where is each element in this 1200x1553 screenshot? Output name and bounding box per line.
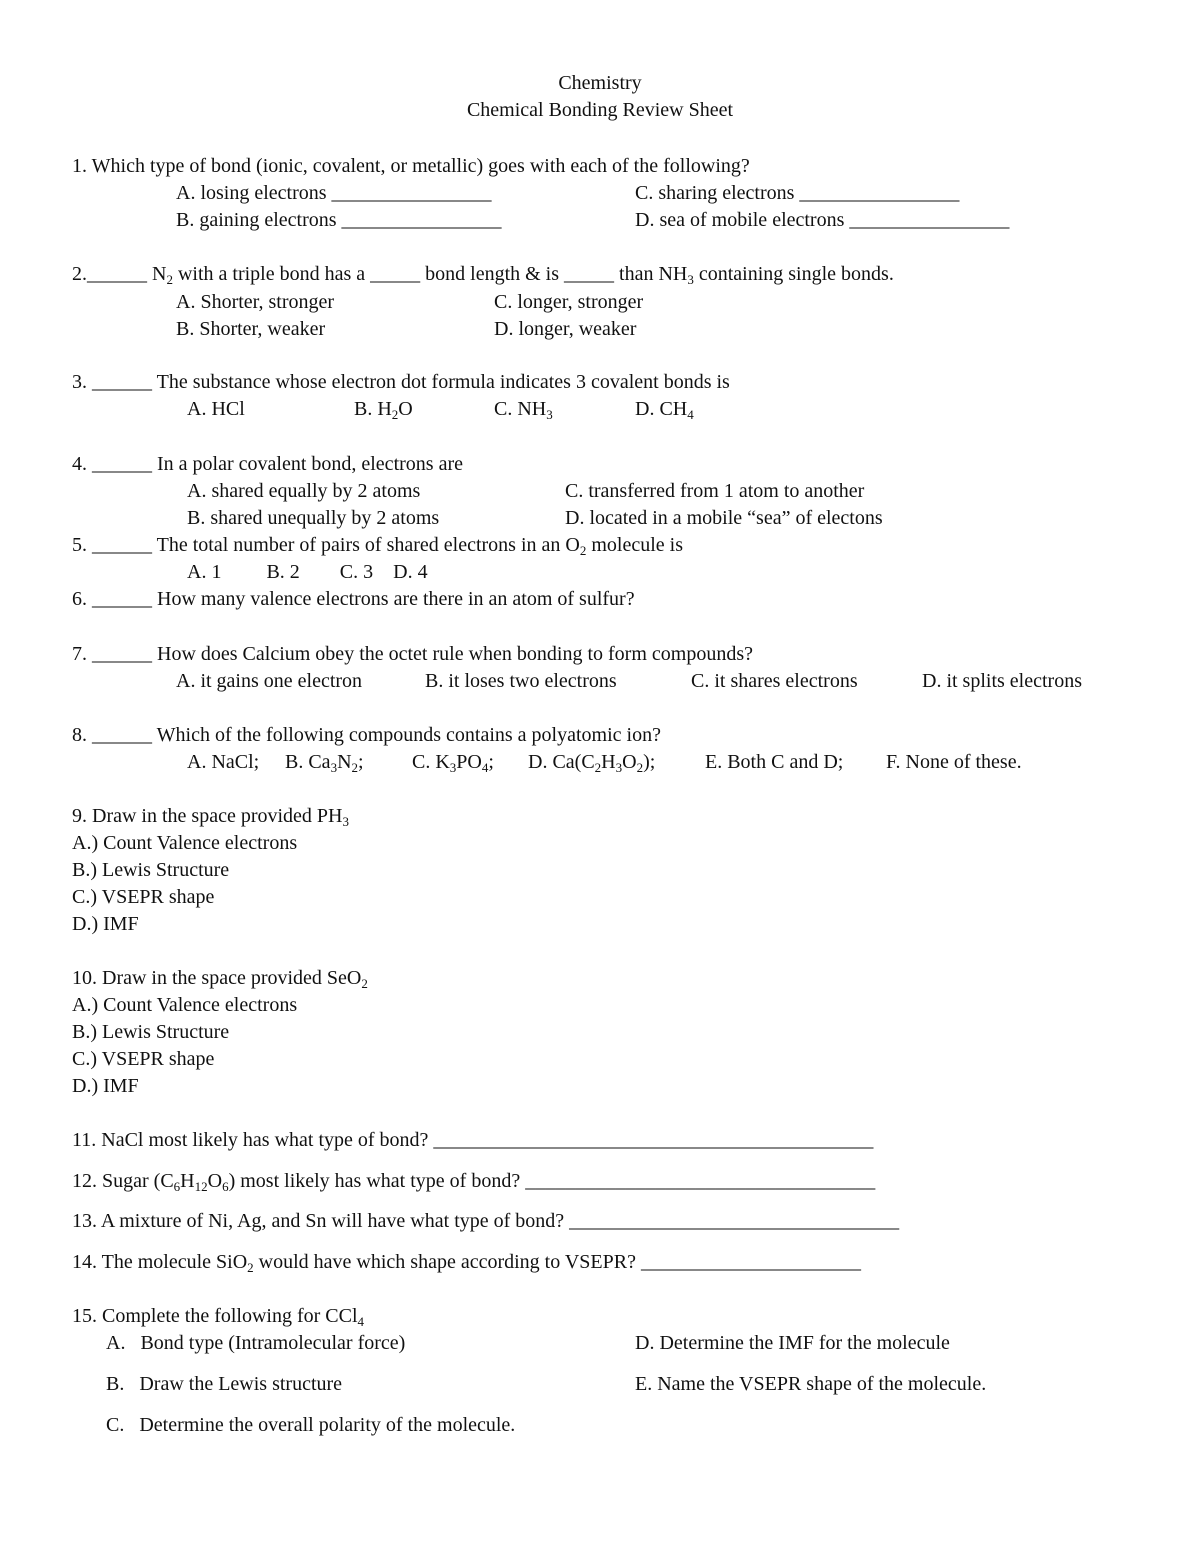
q10-part-c: C.) VSEPR shape: [72, 1048, 215, 1070]
q7-choice-c: C. it shares electrons: [691, 670, 858, 692]
q9-part-b: B.) Lewis Structure: [72, 859, 230, 881]
q7-choice-a: A. it gains one electron: [176, 670, 363, 692]
q10-part-d: D.) IMF: [72, 1075, 139, 1097]
q4-choice-a: A. shared equally by 2 atoms: [187, 480, 421, 502]
q10-part-a: A.) Count Valence electrons: [72, 994, 298, 1016]
question-2: 2.______ $N_2$ with a triple bond has a _____ bond length & is _____ than $NH_3$ containing single bonds.: [72, 263, 894, 287]
question-4: 4. ______ In a polar covalent bond, electrons are: [72, 453, 463, 475]
question-10: 10. Draw in the space provided SeO$_2$: [72, 967, 368, 991]
q8-choice-a: A. NaCl;: [187, 751, 260, 773]
q7-choice-b: B. it loses two electrons: [425, 670, 617, 692]
q3-choice-c: C. $NH_3$: [494, 398, 553, 422]
question-8: 8. ______ Which of the following compounds contains a polyatomic ion?: [72, 724, 661, 746]
q8-choice-f: F. None of these.: [886, 751, 1022, 773]
question-3: 3. ______ The substance whose electron dot formula indicates 3 covalent bonds is: [72, 371, 730, 393]
q2-choice-d: D. longer, weaker: [494, 318, 637, 340]
q9-part-d: D.) IMF: [72, 913, 139, 935]
question-15: 15. Complete the following for CCl$_4$: [72, 1305, 365, 1329]
q15-part-e: E. Name the VSEPR shape of the molecule.: [635, 1373, 987, 1395]
question-6: 6. ______ How many valence electrons are there in an atom of sulfur?: [72, 588, 635, 610]
q1-choice-b: B. gaining electrons ________________: [176, 209, 502, 231]
q4-choice-c: C. transferred from 1 atom to another: [565, 480, 865, 502]
question-14: 14. The molecule SiO$_2$ would have which shape according to VSEPR? ______________________: [72, 1251, 861, 1275]
q4-choice-d: D. located in a mobile “sea” of electons: [565, 507, 883, 529]
question-12: 12. Sugar $(C_6H_{12}O_6)$ most likely has what type of bond? ___________________________________: [72, 1170, 876, 1194]
q8-choice-b: B. $Ca_3N_2$;: [285, 751, 364, 775]
q15-part-a: A. Bond type (Intramolecular force): [106, 1332, 406, 1354]
question-9: 9. Draw in the space provided $PH_3$: [72, 805, 349, 829]
q9-part-c: C.) VSEPR shape: [72, 886, 215, 908]
q5-choices: A. 1 B. 2 C. 3 D. 4: [187, 561, 428, 583]
q1-choice-d: D. sea of mobile electrons ________________: [635, 209, 1010, 231]
q2-choice-c: C. longer, stronger: [494, 291, 644, 313]
question-13: 13. A mixture of Ni, Ag, and Sn will have what type of bond? _________________________________: [72, 1210, 900, 1232]
q8-choice-c: C. $K_3PO_4$;: [412, 751, 494, 775]
q3-choice-d: D. $CH_4$: [635, 398, 694, 422]
q8-choice-e: E. Both C and D;: [705, 751, 844, 773]
question-11: 11. NaCl most likely has what type of bond? ____________________________________________: [72, 1129, 874, 1151]
q4-choice-b: B. shared unequally by 2 atoms: [187, 507, 440, 529]
page-title: Chemistry: [558, 72, 642, 94]
q15-part-b: B. Draw the Lewis structure: [106, 1373, 343, 1395]
q15-part-c: C. Determine the overall polarity of the molecule.: [106, 1414, 516, 1436]
page-subtitle: Chemical Bonding Review Sheet: [466, 99, 734, 121]
q10-part-b: B.) Lewis Structure: [72, 1021, 230, 1043]
q2-choice-b: B. Shorter, weaker: [176, 318, 326, 340]
question-7: 7. ______ How does Calcium obey the octet rule when bonding to form compounds?: [72, 643, 753, 665]
q7-choice-d: D. it splits electrons: [922, 670, 1082, 692]
q9-part-a: A.) Count Valence electrons: [72, 832, 298, 854]
q15-part-d: D. Determine the IMF for the molecule: [635, 1332, 950, 1354]
q8-choice-d: D. $Ca(C_2H_3O_2)$;: [528, 751, 656, 775]
q1-choice-a: A. losing electrons ________________: [176, 182, 492, 204]
q2-choice-a: A. Shorter, stronger: [176, 291, 335, 313]
q1-choice-c: C. sharing electrons ________________: [635, 182, 960, 204]
q3-choice-a: A. HCl: [187, 398, 245, 420]
q3-choice-b: B. $H_2O$: [354, 398, 413, 422]
question-5: 5. ______ The total number of pairs of shared electrons in an $O_2$ molecule is: [72, 534, 683, 558]
question-1: 1. Which type of bond (ionic, covalent, or metallic) goes with each of the following?: [72, 155, 750, 177]
